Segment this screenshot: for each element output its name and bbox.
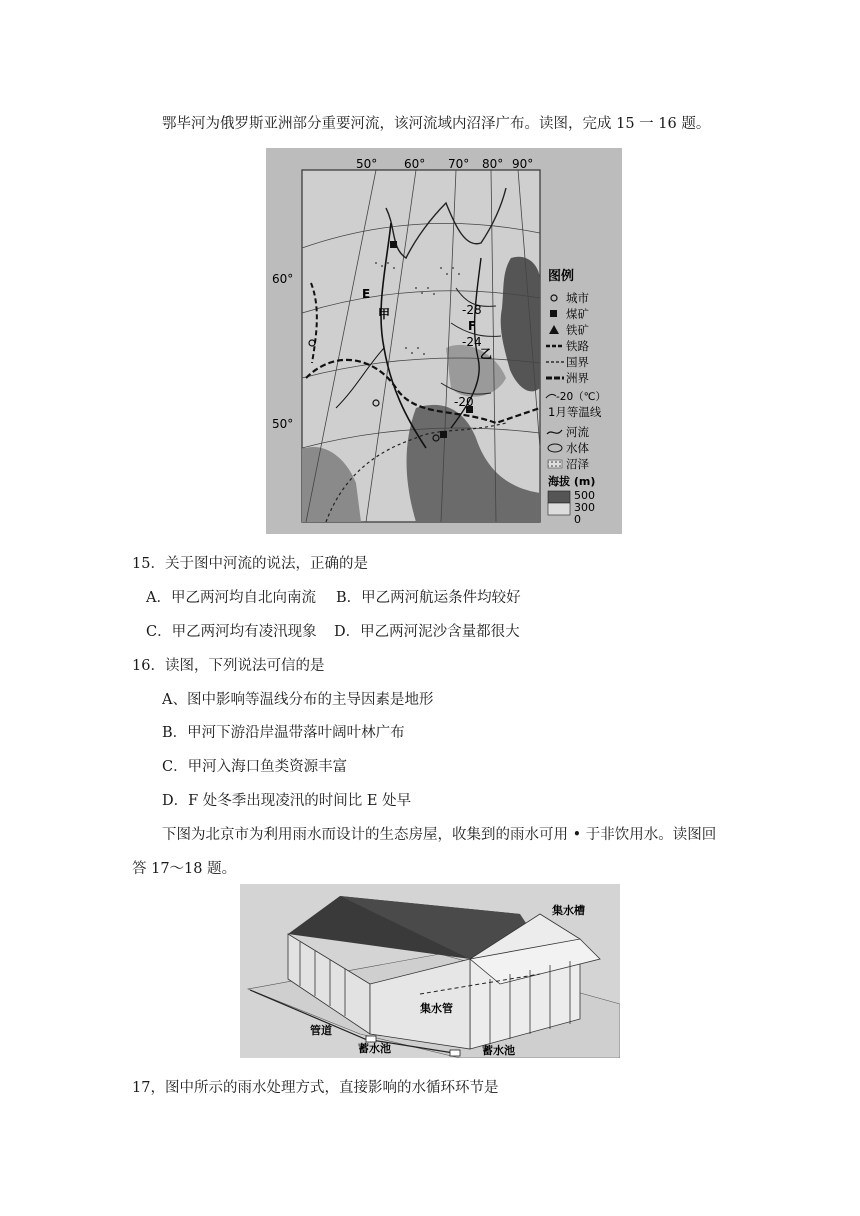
lon-label: 60°	[404, 157, 426, 171]
lat-label: 60°	[272, 272, 294, 286]
intro-paragraph-1: 鄂毕河为俄罗斯亚洲部分重要河流，该河流域内沼泽广布。读图，完成 15 一 16 题。	[162, 116, 711, 132]
label-tank-2: 蓄水池	[482, 1044, 515, 1057]
swamp-icon	[548, 460, 562, 468]
q16-option-d: D．F 处冬季出现凌汛的时间比 E 处早	[162, 793, 412, 809]
label-gutter: 集水槽	[552, 904, 585, 917]
isotherm-label: -24	[462, 335, 482, 349]
lon-label: 90°	[512, 157, 534, 171]
legend-item: -20（℃）	[556, 391, 606, 403]
legend-item: 国界	[566, 355, 589, 369]
coal-mine-icon	[440, 431, 447, 438]
place-label-jia: 甲	[378, 307, 391, 321]
label-collection-pipe: 集水管	[420, 1002, 453, 1015]
map-svg	[266, 148, 622, 534]
legend-item: 水体	[566, 441, 589, 455]
label-pipe: 管道	[310, 1024, 332, 1037]
lon-label: 80°	[482, 157, 504, 171]
legend-item: 1月等温线	[548, 405, 602, 419]
legend-item: 洲界	[566, 371, 589, 385]
isotherm-label: -20	[454, 395, 474, 409]
elevation-title: 海拔 (m)	[548, 475, 596, 488]
legend-item: 沼泽	[566, 457, 589, 471]
label-tank-1: 蓄水池	[358, 1042, 391, 1055]
eco-house-figure	[240, 884, 620, 1058]
ob-river-map	[266, 148, 622, 534]
q16-option-c: C．甲河入海口鱼类资源丰富	[162, 759, 348, 775]
legend-item: 煤矿	[566, 307, 589, 321]
question-17-stem: 17，图中所示的雨水处理方式，直接影响的水循环环节是	[132, 1080, 499, 1096]
legend-item: 铁矿	[566, 323, 589, 337]
legend-item: 铁路	[566, 339, 589, 353]
intro-paragraph-2-cont: 答 17～18 题。	[132, 861, 237, 877]
lon-label: 70°	[448, 157, 470, 171]
intro-paragraph-2: 下图为北京市为利用雨水而设计的生态房屋，收集到的雨水可用 • 于非饮用水。读图回	[162, 827, 717, 843]
q15-option-b: B．甲乙两河航运条件均较好	[336, 590, 521, 606]
q16-option-a: A、图中影响等温线分布的主导因素是地形	[162, 692, 434, 708]
lon-label: 50°	[356, 157, 378, 171]
question-16-stem: 16．读图，下列说法可信的是	[132, 658, 325, 674]
elevation-swatch-high	[548, 491, 570, 503]
place-label-e: E	[362, 287, 371, 301]
elevation-value: 0	[574, 513, 581, 526]
elevation-value: 300	[574, 501, 595, 514]
q15-option-c: C．甲乙两河均有凌汛现象	[146, 624, 317, 640]
q15-option-a: A．甲乙两河均自北向南流	[146, 590, 316, 606]
elevation-value: 500	[574, 489, 595, 502]
legend-item: 城市	[566, 291, 589, 305]
elevation-swatch-low	[548, 503, 570, 515]
place-label-f: F	[468, 319, 477, 333]
q15-option-d: D．甲乙两河泥沙含量都很大	[334, 624, 520, 640]
tank-icon	[450, 1050, 460, 1056]
legend-title: 图例	[548, 269, 575, 284]
place-label-yi: 乙	[480, 347, 493, 361]
house-svg	[240, 884, 620, 1058]
legend-item: 河流	[566, 425, 589, 439]
q16-option-b: B．甲河下游沿岸温带落叶阔叶林广布	[162, 725, 405, 741]
coal-mine-icon	[390, 241, 397, 248]
isotherm-label: -28	[462, 303, 482, 317]
lat-label: 50°	[272, 417, 294, 431]
question-15-stem: 15．关于图中河流的说法，正确的是	[132, 556, 368, 572]
coal-mine-icon	[550, 310, 557, 317]
